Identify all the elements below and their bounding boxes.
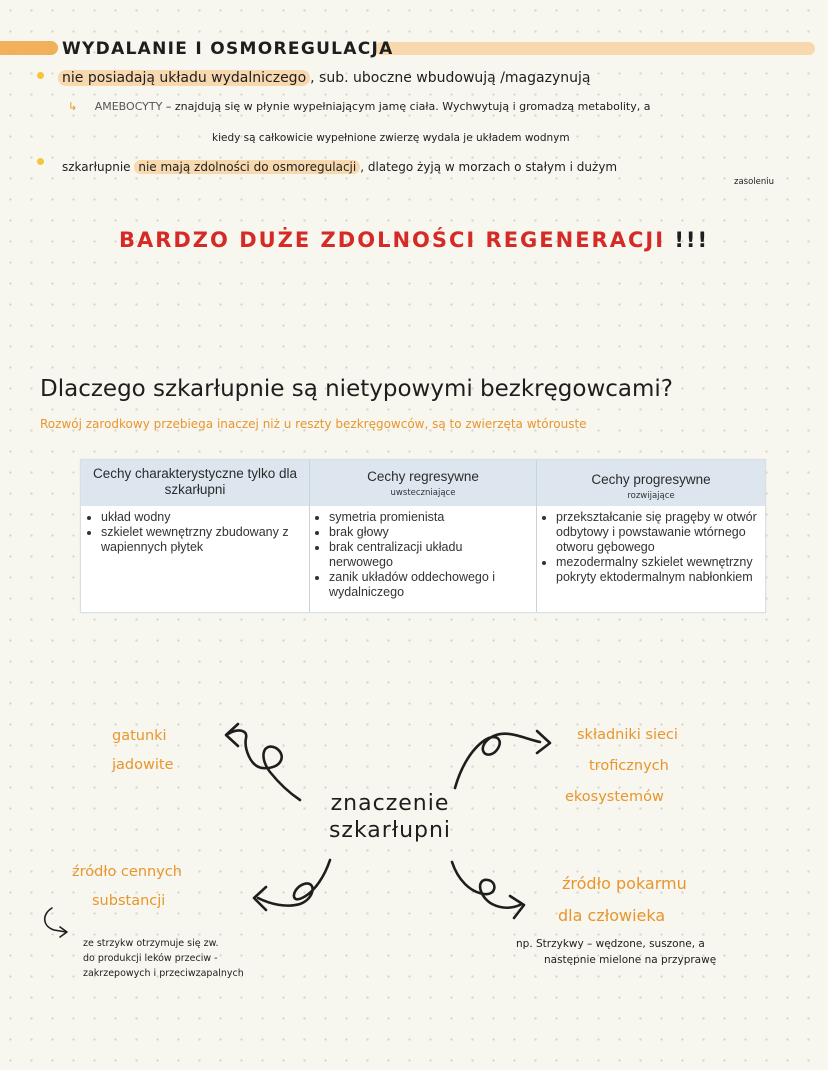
arrow-top-left-icon — [228, 731, 300, 800]
substances-note-line1: ze strzykw otrzymuje się zw. — [83, 938, 219, 949]
list-item: • brak centralizacji układu nerwowego — [329, 540, 529, 570]
mindmap-center-line2: szkarłupni — [328, 818, 452, 843]
header-regressive-note: uwsteczniające — [390, 488, 456, 498]
branch-food-web — [565, 720, 678, 813]
question-heading: Dlaczego szkarłupnie są nietypowymi bezkręgowcami? — [40, 376, 674, 402]
mindmap-center-line1: znaczenie — [330, 791, 450, 816]
highlight-no-osmoregulation: nie mają zdolności do osmoregulacji — [134, 160, 360, 174]
header-progressive: Cechy progresywne — [591, 472, 711, 487]
arrow-bottom-right-icon — [452, 862, 522, 908]
branch-substances — [72, 858, 182, 916]
list-item: • zanik układów oddechowego i wydalniczego — [329, 570, 529, 600]
branch-food-web-line3: ekosystemów — [565, 789, 664, 805]
arrow-top-right-icon — [455, 734, 540, 788]
branch-venomous — [112, 722, 173, 780]
amebocyty-term: AMEBOCYTY — [94, 100, 163, 113]
branch-food-source — [558, 868, 687, 932]
arrow-bottom-left-icon — [258, 860, 330, 906]
note-line-4-rest: , dlatego żyją w morzach o stałym i dużym — [360, 160, 618, 174]
branch-food-web-line2: troficznych — [589, 758, 669, 774]
question-subtitle: Rozwój zarodkowy przebiega inaczej niż u reszty bezkręgowców, są to zwierzęta wtórouste — [40, 417, 587, 431]
branch-substances-line1: źródło cennych — [72, 864, 182, 880]
header-characteristic: Cechy charakterystyczne tylko dla szkarłupni — [92, 466, 298, 497]
substances-note-line2: do produkcji leków przeciw - — [83, 953, 218, 964]
arrow-icon: ↳ — [68, 100, 78, 113]
amebocyty-desc: – znajdują się w płynie wypełniającym jamę ciała. Wychwytują i gromadzą metabolity, a — [165, 100, 651, 113]
substances-note — [83, 936, 244, 981]
branch-food-source-line1: źródło pokarmu — [562, 874, 687, 893]
list-item: • mezodermalny szkielet wewnętrzny pokryty ektodermalnym nabłonkiem — [556, 555, 758, 585]
branch-venomous-line2: jadowite — [112, 757, 174, 773]
header-progressive-note: rozwijające — [627, 491, 675, 501]
food-source-note-line2: następnie mielone na przyprawę — [544, 954, 717, 966]
list-item: • brak głowy — [329, 525, 529, 540]
substances-note-line3: zakrzepowych i przeciwzapalnych — [83, 968, 244, 979]
note-line-4-tail: zasoleniu — [734, 177, 775, 187]
header-regressive: Cechy regresywne — [367, 469, 479, 484]
list-item: • układ wodny — [101, 510, 305, 525]
food-source-note-line1: np. Strzykwy – wędzone, suszone, a — [516, 938, 705, 950]
branch-food-web-line1: składniki sieci — [577, 727, 678, 743]
note-line-4-pre: szkarłupnie — [62, 160, 131, 174]
note-line-3: kiedy są całkowicie wypełnione zwierzę wydala je układem wodnym — [212, 132, 570, 144]
highlight-no-excretory: nie posiadają układu wydalniczego — [58, 70, 310, 86]
mindmap-center — [295, 790, 485, 844]
branch-substances-line2: substancji — [92, 893, 166, 909]
list-item: • przekształcanie się pragęby w otwór odbytowy i powstawanie wtórnego otworu gębowego — [556, 510, 758, 555]
food-source-note — [516, 936, 716, 968]
branch-venomous-line1: gatunki — [112, 728, 167, 744]
page-title: WYDALANIE I OSMOREGULACJA — [62, 39, 394, 59]
note-line-1-rest: , sub. uboczne wbudowują /magazynują — [310, 70, 591, 86]
regeneration-text: BARDZO DUŻE ZDOLNOŚCI REGENERACJI — [118, 228, 666, 252]
list-item: • symetria promienista — [329, 510, 529, 525]
branch-food-source-line2: dla człowieka — [558, 906, 666, 925]
exclamation-marks: !!! — [674, 228, 710, 252]
list-item: • szkielet wewnętrzny zbudowany z wapiennych płytek — [101, 525, 305, 555]
arrowhead-top-left-icon — [226, 724, 238, 746]
